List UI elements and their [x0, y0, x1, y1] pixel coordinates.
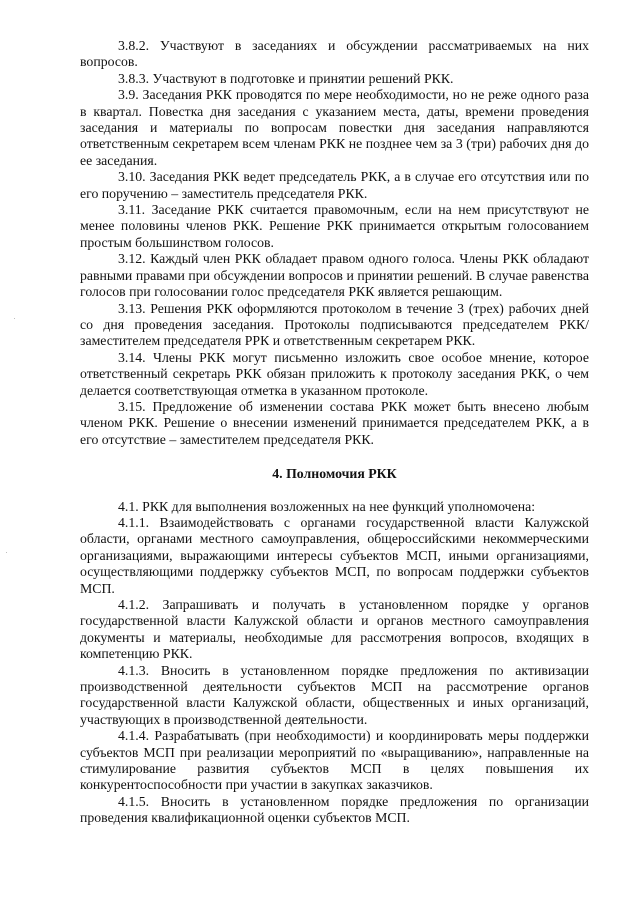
scan-speck [6, 552, 7, 553]
paragraph-4-1-2: 4.1.2. Запрашивать и получать в установленном порядке у органов государственной власти Калужской области и органов местного самоуправления документы и материалы, необходимые для рассмотрения вопросов, входящих в компетенцию РКК. [80, 597, 589, 662]
paragraph-3-13: 3.13. Решения РКК оформляются протоколом в течение 3 (трех) рабочих дней со дня проведения заседания. Протоколы подписываются председателем РКК/заместителем председателя РРК и ответственным секретарем РКК. [80, 300, 589, 349]
paragraph-3-8-3: 3.8.3. Участвуют в подготовке и принятии решений РКК. [118, 70, 454, 86]
paragraph-3-12: 3.12. Каждый член РКК обладает правом одного голоса. Члены РКК обладают равными правами при обсуждении вопросов и принятии решений. В случае равенства голосов при голосовании голос председателя РКК является решающим. [80, 251, 589, 300]
paragraph-4-1-5: 4.1.5. Вносить в установленном порядке предложения по организации проведения квалификационной оценки субъектов МСП. [80, 793, 589, 826]
paragraph-3-11: 3.11. Заседание РКК считается правомочным, если на нем присутствуют не менее половины членов РКК. Решение РКК принимается открытым голосованием простым большинством голосов. [80, 202, 589, 250]
scan-speck [14, 318, 15, 319]
paragraph-4-1-1: 4.1.1. Взаимодействовать с органами государственной власти Калужской области, органами местного самоуправления, общероссийскими некоммерческими организациями, выражающими интересы субъектов МСП, иными организациями, осуществляющими поддержку субъектов МСП, по вопросам поддержки субъектов МСП. [80, 514, 589, 596]
paragraph-4-1-4: 4.1.4. Разрабатывать (при необходимости) и координировать меры поддержки субъектов МСП при реализации мероприятий по «выращиванию», направленные на стимулирование развития субъектов МСП в целях повышения их конкурентоспособности при участии в закупках заказчиков. [80, 728, 589, 793]
section-4 [80, 499, 589, 827]
paragraph-3-10: 3.10. Заседания РКК ведет председатель РКК, а в случае его отсутствия или по его поручению – заместитель председателя РКК. [80, 169, 589, 201]
paragraph-3-8-2: 3.8.2. Участвуют в заседаниях и обсуждении рассматриваемых на них вопросов. [80, 38, 589, 70]
paragraph-3-9: 3.9. Заседания РКК проводятся по мере необходимости, но не реже одного раза в квартал. Повестка дня заседания с указанием места, даты, времени проведения заседания и материалы по вопросам повестки дня заседания направляются ответственным секретарем всем членам РКК не позднее чем за 3 (три) рабочих дня до ее заседания. [80, 87, 589, 168]
paragraph-4-1-3: 4.1.3. Вносить в установленном порядке предложения по активизации производственной деятельности субъектов МСП на рассмотрение органов государственной власти Калужской области, общественных и иных организаций, участвующих в производственной деятельности. [80, 662, 589, 727]
section-heading: 4. Полномочия РКК [272, 466, 397, 482]
paragraph-3-14: 3.14. Члены РКК могут письменно изложить свое особое мнение, которое ответственный секретарь РКК обязан приложить к протоколу заседания РКК, о чем делается соответствующая отметка в указанном протоколе. [80, 349, 589, 398]
paragraph-3-15: 3.15. Предложение об изменении состава РКК может быть внесено любым членом РКК. Решение о внесении изменений принимается председателем РКК, а в его отсутствие – заместителем председателя РКК. [80, 398, 589, 447]
section-3-continued [80, 38, 589, 448]
paragraph-4-1: 4.1. РКК для выполнения возложенных на нее функций уполномочена: [118, 498, 536, 514]
